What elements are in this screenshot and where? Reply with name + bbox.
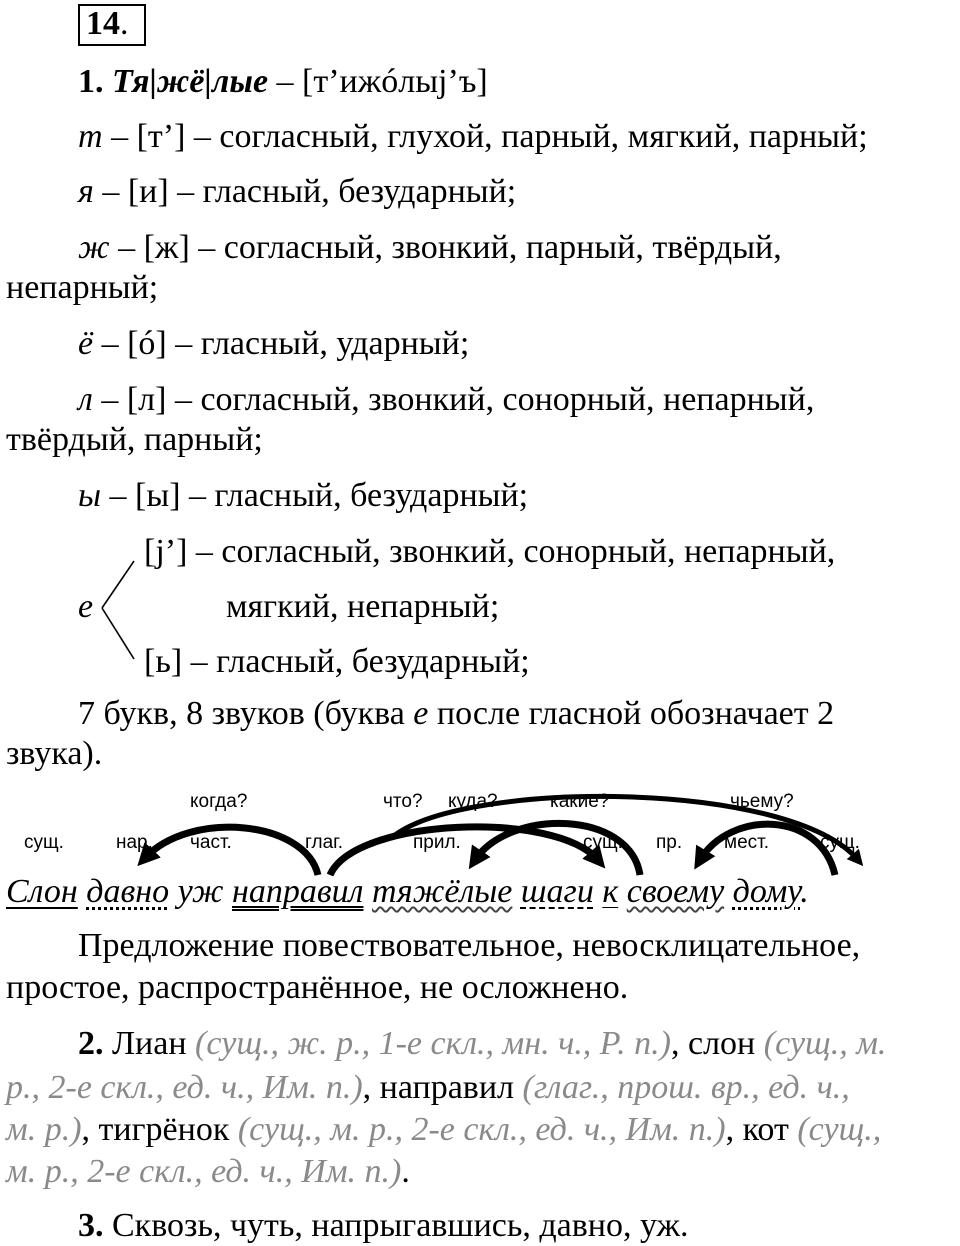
question-kogda: когда? — [190, 791, 248, 812]
subject-word: Слон — [6, 873, 78, 910]
transcription: [т’ижóлыj’ъ] — [302, 63, 488, 100]
part2-line-4: м. р., 2-е скл., ед. ч., Им. п.). — [6, 1153, 410, 1190]
pos-label: част. — [190, 832, 232, 853]
letter-e: е — [78, 588, 94, 625]
summary-line-2: звука). — [6, 735, 103, 772]
question-chto: что? — [383, 791, 423, 812]
part2-line-2: р., 2-е скл., ед. ч., Им. п.), направил (глаг., прош. вр., ед. ч., — [6, 1069, 850, 1106]
letter-line-zh-cont: непарный; — [6, 269, 159, 306]
part2-line-3: м. р.), тигрёнок (сущ., м. р., 2-е скл., ед. ч., Им. п.), кот (сущ., — [6, 1111, 882, 1148]
pos-label: сущ. — [820, 832, 860, 853]
question-chemu: чьему? — [730, 791, 794, 812]
pos-label: глаг. — [305, 832, 344, 853]
question-kuda: куда? — [448, 791, 498, 812]
arrow-napravil-davno — [145, 827, 318, 875]
analysis-line-1: Предложение повествовательное, невосклицательное, — [78, 927, 861, 964]
analyzed-sentence: Слон давно уж направил тяжёлые шаги к своему дому. — [6, 873, 809, 910]
arrow-napravil-shagi — [330, 827, 598, 875]
letter-line-zh: ж – [ж] – согласный, звонкий, парный, твёрдый, — [78, 229, 782, 266]
e-line-3: [ь] – гласный, безударный; — [144, 643, 530, 680]
pos-label: пр. — [656, 832, 683, 853]
pos-label: нар. — [116, 832, 153, 853]
part3-line: 3. Сквозь, чуть, напрыгавшись, давно, уж. — [78, 1207, 689, 1244]
pos-label: мест. — [724, 832, 770, 853]
summary-line-1: 7 букв, 8 звуков (буква е после гласной обозначает 2 — [78, 695, 835, 732]
pos-label: сущ. — [583, 832, 623, 853]
letter-line-yo: ё – [ó] – гласный, ударный; — [78, 325, 470, 362]
question-kakie: какие? — [550, 791, 610, 812]
analysis-line-2: простое, распространённое, не осложнено. — [6, 969, 629, 1006]
pos-label: прил. — [413, 832, 461, 853]
letter-line-ya: я – [и] – гласный, безударный; — [78, 173, 517, 210]
object-word: шаги — [520, 873, 594, 910]
branch-lines — [98, 555, 138, 665]
part2-line-1: 2. Лиан (сущ., ж. р., 1-е скл., мн. ч., Р. п.), слон (сущ., м. — [78, 1025, 887, 1062]
task-number: 14. — [86, 5, 129, 42]
letter-line-y: ы – [ы] – гласный, безударный; — [78, 477, 529, 514]
part1-heading: 1. Тя|жё|лые – [т’ижóлыj’ъ] — [78, 63, 488, 100]
adverbial-word: давно — [86, 873, 170, 910]
arrow-shagi-tyazhelye — [475, 823, 640, 875]
attribute-word: тяжёлые — [371, 873, 513, 910]
letter-line-l-cont: твёрдый, парный; — [6, 421, 263, 458]
letter-line-l: л – [л] – согласный, звонкий, сонорный, непарный, — [78, 381, 815, 418]
letter-line-t: т – [т’] – согласный, глухой, парный, мягкий, парный; — [78, 118, 868, 155]
analyzed-word: Тя|жё|лые — [112, 63, 269, 100]
predicate-word: направил — [232, 873, 364, 910]
e-line-1: [j’] – согласный, звонкий, сонорный, непарный, — [144, 533, 836, 570]
pos-label: сущ. — [24, 832, 64, 853]
e-line-2: мягкий, непарный; — [226, 588, 500, 625]
